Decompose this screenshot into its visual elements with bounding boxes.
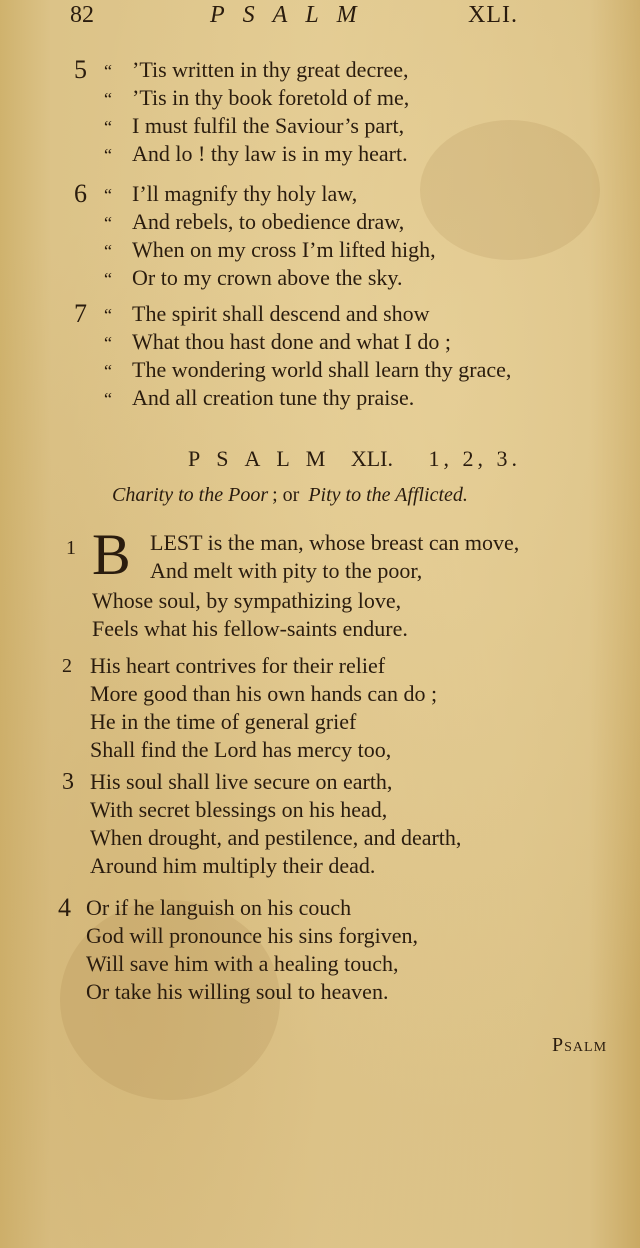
verse-line: “ I must fulfil the Saviour’s part, [104,112,409,140]
running-psalm-number: XLI. [468,2,518,28]
psalm-word: PSALM [188,446,342,471]
verse-line: And melt with pity to the poor, [150,558,423,583]
verse-line: “ And lo ! thy law is in my heart. [104,140,409,168]
verse-line: “ Or to my crown above the sky. [104,264,436,292]
running-title: PSALM [210,2,375,28]
verse-line: “ ’Tis written in thy great decree, [104,56,409,84]
quote-mark: “ [104,185,112,205]
quote-mark: “ [104,389,112,409]
stanza-number: 2 [62,655,72,677]
verse-line: He in the time of general grief [90,709,357,734]
verse-line: When drought, and pestilence, and dearth, [90,825,462,850]
stanza-number: 7 [74,299,87,328]
subtitle-left: Charity to the Poor [112,484,269,506]
quote-mark: “ [104,89,112,109]
paper-stain [420,120,600,260]
subtitle-right: Pity to the Afflicted. [308,484,468,506]
verse-line: Or if he languish on his couch [86,895,352,920]
verse-line: Or take his willing soul to heaven. [86,979,389,1004]
verse-line: LEST is the man, whose breast can move, [150,530,520,555]
verse-line: “ The wondering world shall learn thy grace, [104,356,511,384]
stanza-number: 4 [58,893,71,922]
stanza-number: 1 [66,537,76,559]
stanza-number: 6 [74,179,87,208]
quote-mark: “ [104,61,112,81]
verse-line: “ What thou hast done and what I do ; [104,328,511,356]
verse-line: More good than his own hands can do ; [90,681,438,706]
verse-line: Will save him with a healing touch, [86,951,399,976]
running-header [70,2,530,36]
verse-line: Feels what his fellow-saints endure. [92,616,408,641]
quote-mark: “ [104,269,112,289]
psalm-heading [188,446,521,472]
quote-mark: “ [104,333,112,353]
drop-cap: B [92,522,131,587]
subtitle-separator: ; or [272,484,300,506]
verse-line: With secret blessings on his head, [90,797,388,822]
verse-line: “ ’Tis in thy book foretold of me, [104,84,409,112]
verse-line: Shall find the Lord has mercy too, [90,737,392,762]
verse-line: “ And rebels, to obedience draw, [104,208,436,236]
quote-mark: “ [104,117,112,137]
verse-line: Whose soul, by sympathizing love, [92,588,402,613]
verse-line: “ The spirit shall descend and show [104,300,511,328]
verse-line: His heart contrives for their relief [90,653,386,678]
quote-mark: “ [104,361,112,381]
quote-mark: “ [104,305,112,325]
stanza-number: 5 [74,55,87,84]
psalm-verses: 1, 2, 3. [428,446,522,471]
verse-line: “ When on my cross I’m lifted high, [104,236,436,264]
quote-mark: “ [104,241,112,261]
verse-line: His soul shall live secure on earth, [90,769,393,794]
verse-line: Around him multiply their dead. [90,853,376,878]
catchword: Psalm [552,1034,608,1056]
psalm-numeral: XLI. [350,446,394,471]
page-number: 82 [70,2,94,28]
verse-line: “ And all creation tune thy praise. [104,384,511,412]
quote-mark: “ [104,145,112,165]
verse-line: “ I’ll magnify thy holy law, [104,180,436,208]
quote-mark: “ [104,213,112,233]
psalm-subtitle [112,484,468,507]
stanza-number: 3 [62,769,74,795]
verse-line: God will pronounce his sins forgiven, [86,923,419,948]
